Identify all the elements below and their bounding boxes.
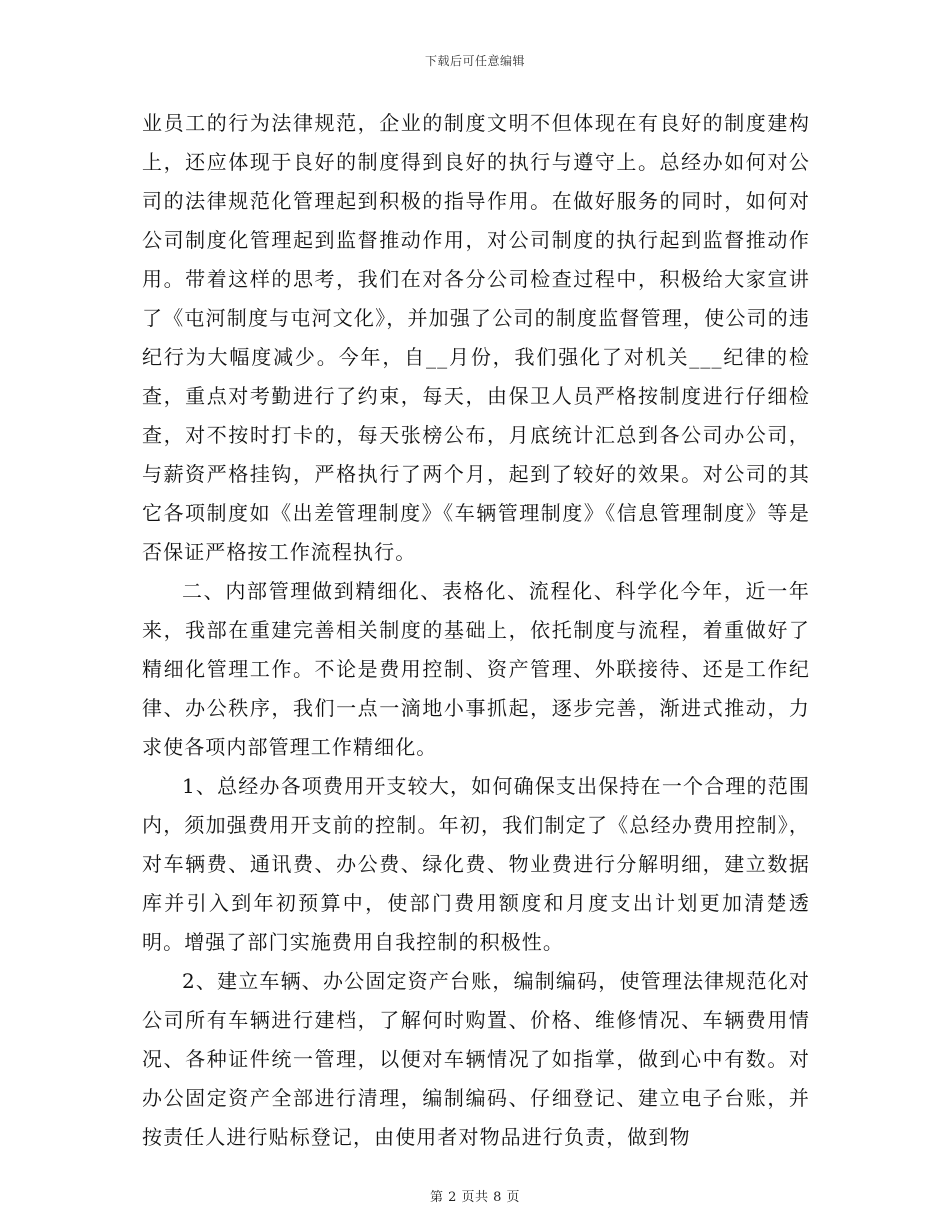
paragraph-continuation: 业员工的行为法律规范，企业的制度文明不但体现在有良好的制度建构上，还应体现于良好的制度得到良好的执行与遵守上。总经办如何对公司的法律规范化管理起到积极的指导作用。在做好服务的同时，如何对公司制度化管理起到监督推动作用，对公司制度的执行起到监督推动作用。带着这样的思考，我们在对各分公司检查过程中，积极给大家宣讲了《屯河制度与屯河文化》，并加强了公司的制度监督管理，使公司的违纪行为大幅度减少。今年，自__月份，我们强化了对机关___纪律的检查，重点对考勤进行了约束，每天，由保卫人员严格按制度进行仔细检查，对不按时打卡的，每天张榜公布，月底统计汇总到各公司办公司，与薪资严格挂钩，严格执行了两个月，起到了较好的效果。对公司的其它各项制度如《出差管理制度》《车辆管理制度》《信息管理制度》等是否保证严格按工作流程执行。 xyxy=(142,111,810,564)
document-body xyxy=(142,104,810,1157)
paragraph-cost-control: 1、总经办各项费用开支较大，如何确保支出保持在一个合理的范围内，须加强费用开支前的控制。年初，我们制定了《总经办费用控制》，对车辆费、通讯费、办公费、绿化费、物业费进行分解明细，建立数据库并引入到年初预算中，使部门费用额度和月度支出计划更加清楚透明。增强了部门实施费用自我控制的积极性。 xyxy=(142,774,810,954)
paragraph-internal-management: 二、内部管理做到精细化、表格化、流程化、科学化今年，近一年来，我部在重建完善相关制度的基础上，依托制度与流程，着重做好了精细化管理工作。不论是费用控制、资产管理、外联接待、还是工作纪律、办公秩序，我们一点一滴地小事抓起，逐步完善，渐进式推动，力求使各项内部管理工作精细化。 xyxy=(142,579,810,759)
paragraph-asset-ledger: 2、建立车辆、办公固定资产台账，编制编码，使管理法律规范化对公司所有车辆进行建档，了解何时购置、价格、维修情况、车辆费用情况、各种证件统一管理，以便对车辆情况了如指掌，做到心中有数。对办公固定资产全部进行清理，编制编码、仔细登记、建立电子台账，并按责任人进行贴标登记，由使用者对物品进行负责，做到物 xyxy=(142,969,810,1149)
page-footer: 第 2 页共 8 页 xyxy=(429,1190,521,1205)
page-header: 下载后可任意编辑 xyxy=(424,54,525,68)
